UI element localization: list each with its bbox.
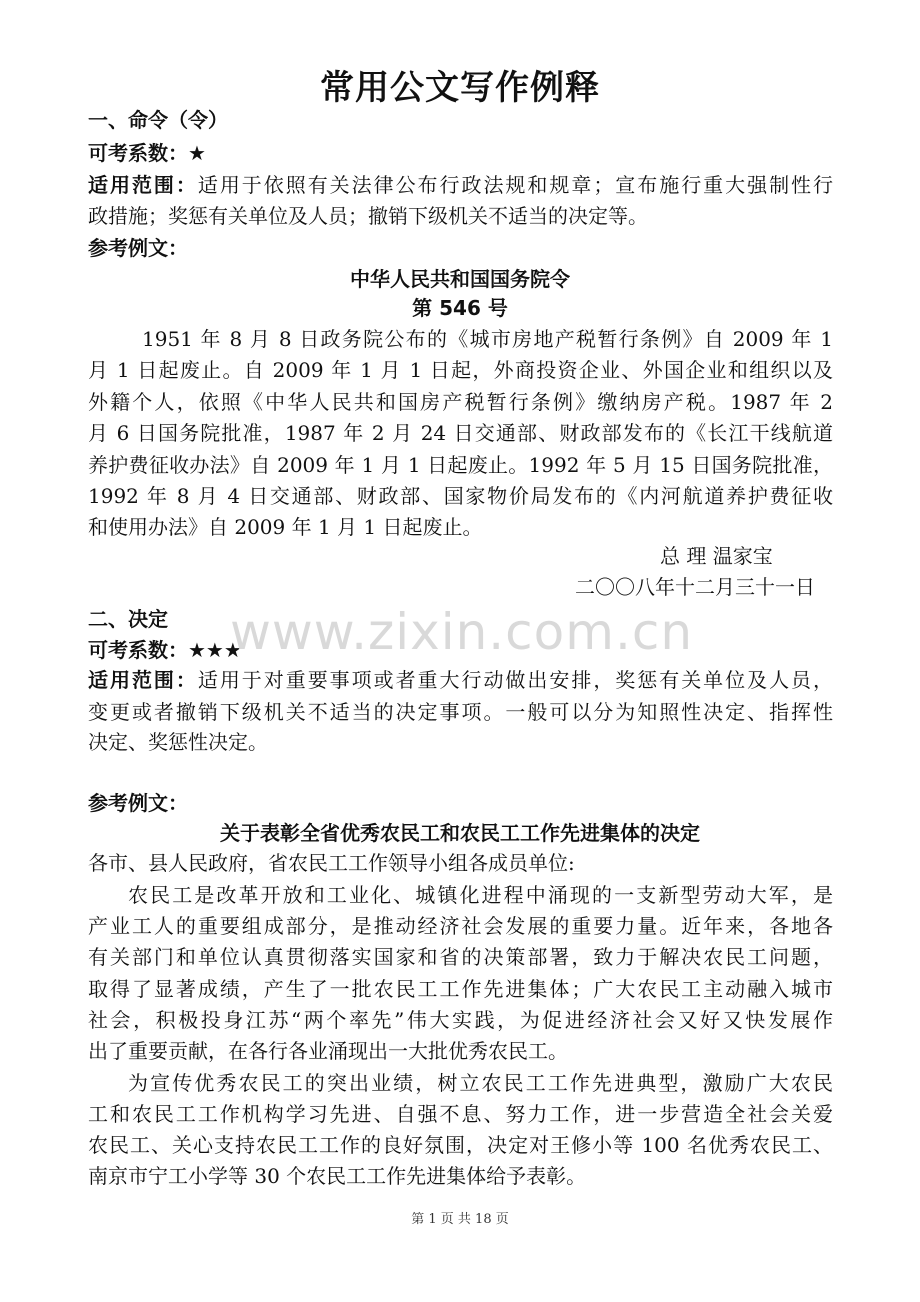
order-body-line: 1951 年 8 月 8 日政务院公布的《城市房地产税暂行条例》自 2009 年 1: [142, 327, 833, 351]
decision-body-line: 出了重要贡献，在各行各业涌现出一大批优秀农民工。: [88, 1039, 568, 1063]
decision-body-line: 为宣传优秀农民工的突出业绩，树立农民工工作先进典型，激励广大农民: [128, 1071, 833, 1095]
scope-label: 适用范围：: [88, 173, 198, 197]
decision-body-line: 农民工是改革开放和工业化、城镇化进程中涌现的一支新型劳动大军，是: [128, 883, 833, 907]
scope-label: 适用范围：: [88, 668, 198, 692]
order-body-line: 养护费征收办法》自 2009 年 1 月 1 日起废止。1992 年 5 月 15 日国务院批准，: [88, 453, 833, 477]
watermark: www.zixin.com.cn: [230, 603, 694, 661]
addressee: 各市、县人民政府，省农民工工作领导小组各成员单位:: [88, 851, 575, 875]
section1-coefficient: [88, 138, 833, 168]
decision-body-line: 取得了显著成绩，产生了一批农民工工作先进集体；广大农民工主动融入城市: [88, 977, 833, 1001]
order-body-line: 月 6 日国务院批准，1987 年 2 月 24 日交通部、财政部发布的《长江干线航道: [88, 421, 833, 445]
star-rating: ★: [188, 141, 206, 165]
order-body-line: 外籍个人，依照《中华人民共和国房产税暂行条例》缴纳房产税。1987 年 2: [88, 390, 833, 414]
order-body-line: 月 1 日起废止。自 2009 年 1 月 1 日起，外商投资企业、外国企业和组织以及: [88, 358, 833, 382]
section1-heading: 一、命令（令）: [88, 108, 228, 132]
signature: 总 理 温家宝: [660, 544, 773, 568]
order-body-line: 和使用办法》自 2009 年 1 月 1 日起废止。: [88, 515, 483, 539]
order-number: 第 546 号: [412, 296, 508, 320]
decision-body-line: 农民工、关心支持农民工工作的良好氛围，决定对王修小等 100 名优秀农民工、: [88, 1133, 833, 1157]
order-date: 二〇〇八年十二月三十一日: [575, 575, 815, 599]
document-title: 常用公文写作例释: [320, 68, 600, 108]
decision-body-line: 社会，积极投身江苏“两个率先”伟大实践，为促进经济社会又好又快发展作: [88, 1008, 833, 1032]
star-rating: ★★★: [188, 638, 242, 662]
section2-example-label: 参考例文：: [88, 791, 188, 815]
decision-body-line: 工和农民工工作机构学习先进、自强不息、努力工作，进一步营造全社会关爱: [88, 1102, 833, 1126]
section2-scope-line: 适用范围：适用于对重要事项或者重大行动做出安排，奖惩有关单位及人员，: [88, 668, 833, 692]
section2-scope-line: 变更或者撤销下级机关不适当的决定事项。一般可以分为知照性决定、指挥性: [88, 700, 833, 724]
order-title: 中华人民共和国国务院令: [350, 267, 570, 291]
coefficient-label: 可考系数：: [88, 638, 188, 662]
section2-scope-line: 决定、奖惩性决定。: [88, 730, 268, 754]
section1-example-label: 参考例文：: [88, 236, 188, 260]
section1-scope-line: 适用范围：适用于依照有关法律公布行政法规和规章；宣布施行重大强制性行: [88, 173, 833, 197]
coefficient-label: 可考系数：: [88, 141, 188, 165]
decision-body-line: 有关部门和单位认真贯彻落实国家和省的决策部署，致力于解决农民工问题，: [88, 945, 833, 969]
section2-heading: 二、决定: [88, 607, 168, 631]
order-body-line: 1992 年 8 月 4 日交通部、财政部、国家物价局发布的《内河航道养护费征收: [88, 484, 833, 508]
page-footer: 第 1 页 共 18 页: [411, 1212, 509, 1227]
section1-scope-line: 政措施；奖惩有关单位及人员；撤销下级机关不适当的决定等。: [88, 204, 648, 228]
decision-body-line: 南京市宁工小学等 30 个农民工工作先进集体给予表彰。: [88, 1164, 587, 1188]
decision-title: 关于表彰全省优秀农民工和农民工工作先进集体的决定: [220, 821, 700, 845]
decision-body-line: 产业工人的重要组成部分，是推动经济社会发展的重要力量。近年来，各地各: [88, 914, 833, 938]
